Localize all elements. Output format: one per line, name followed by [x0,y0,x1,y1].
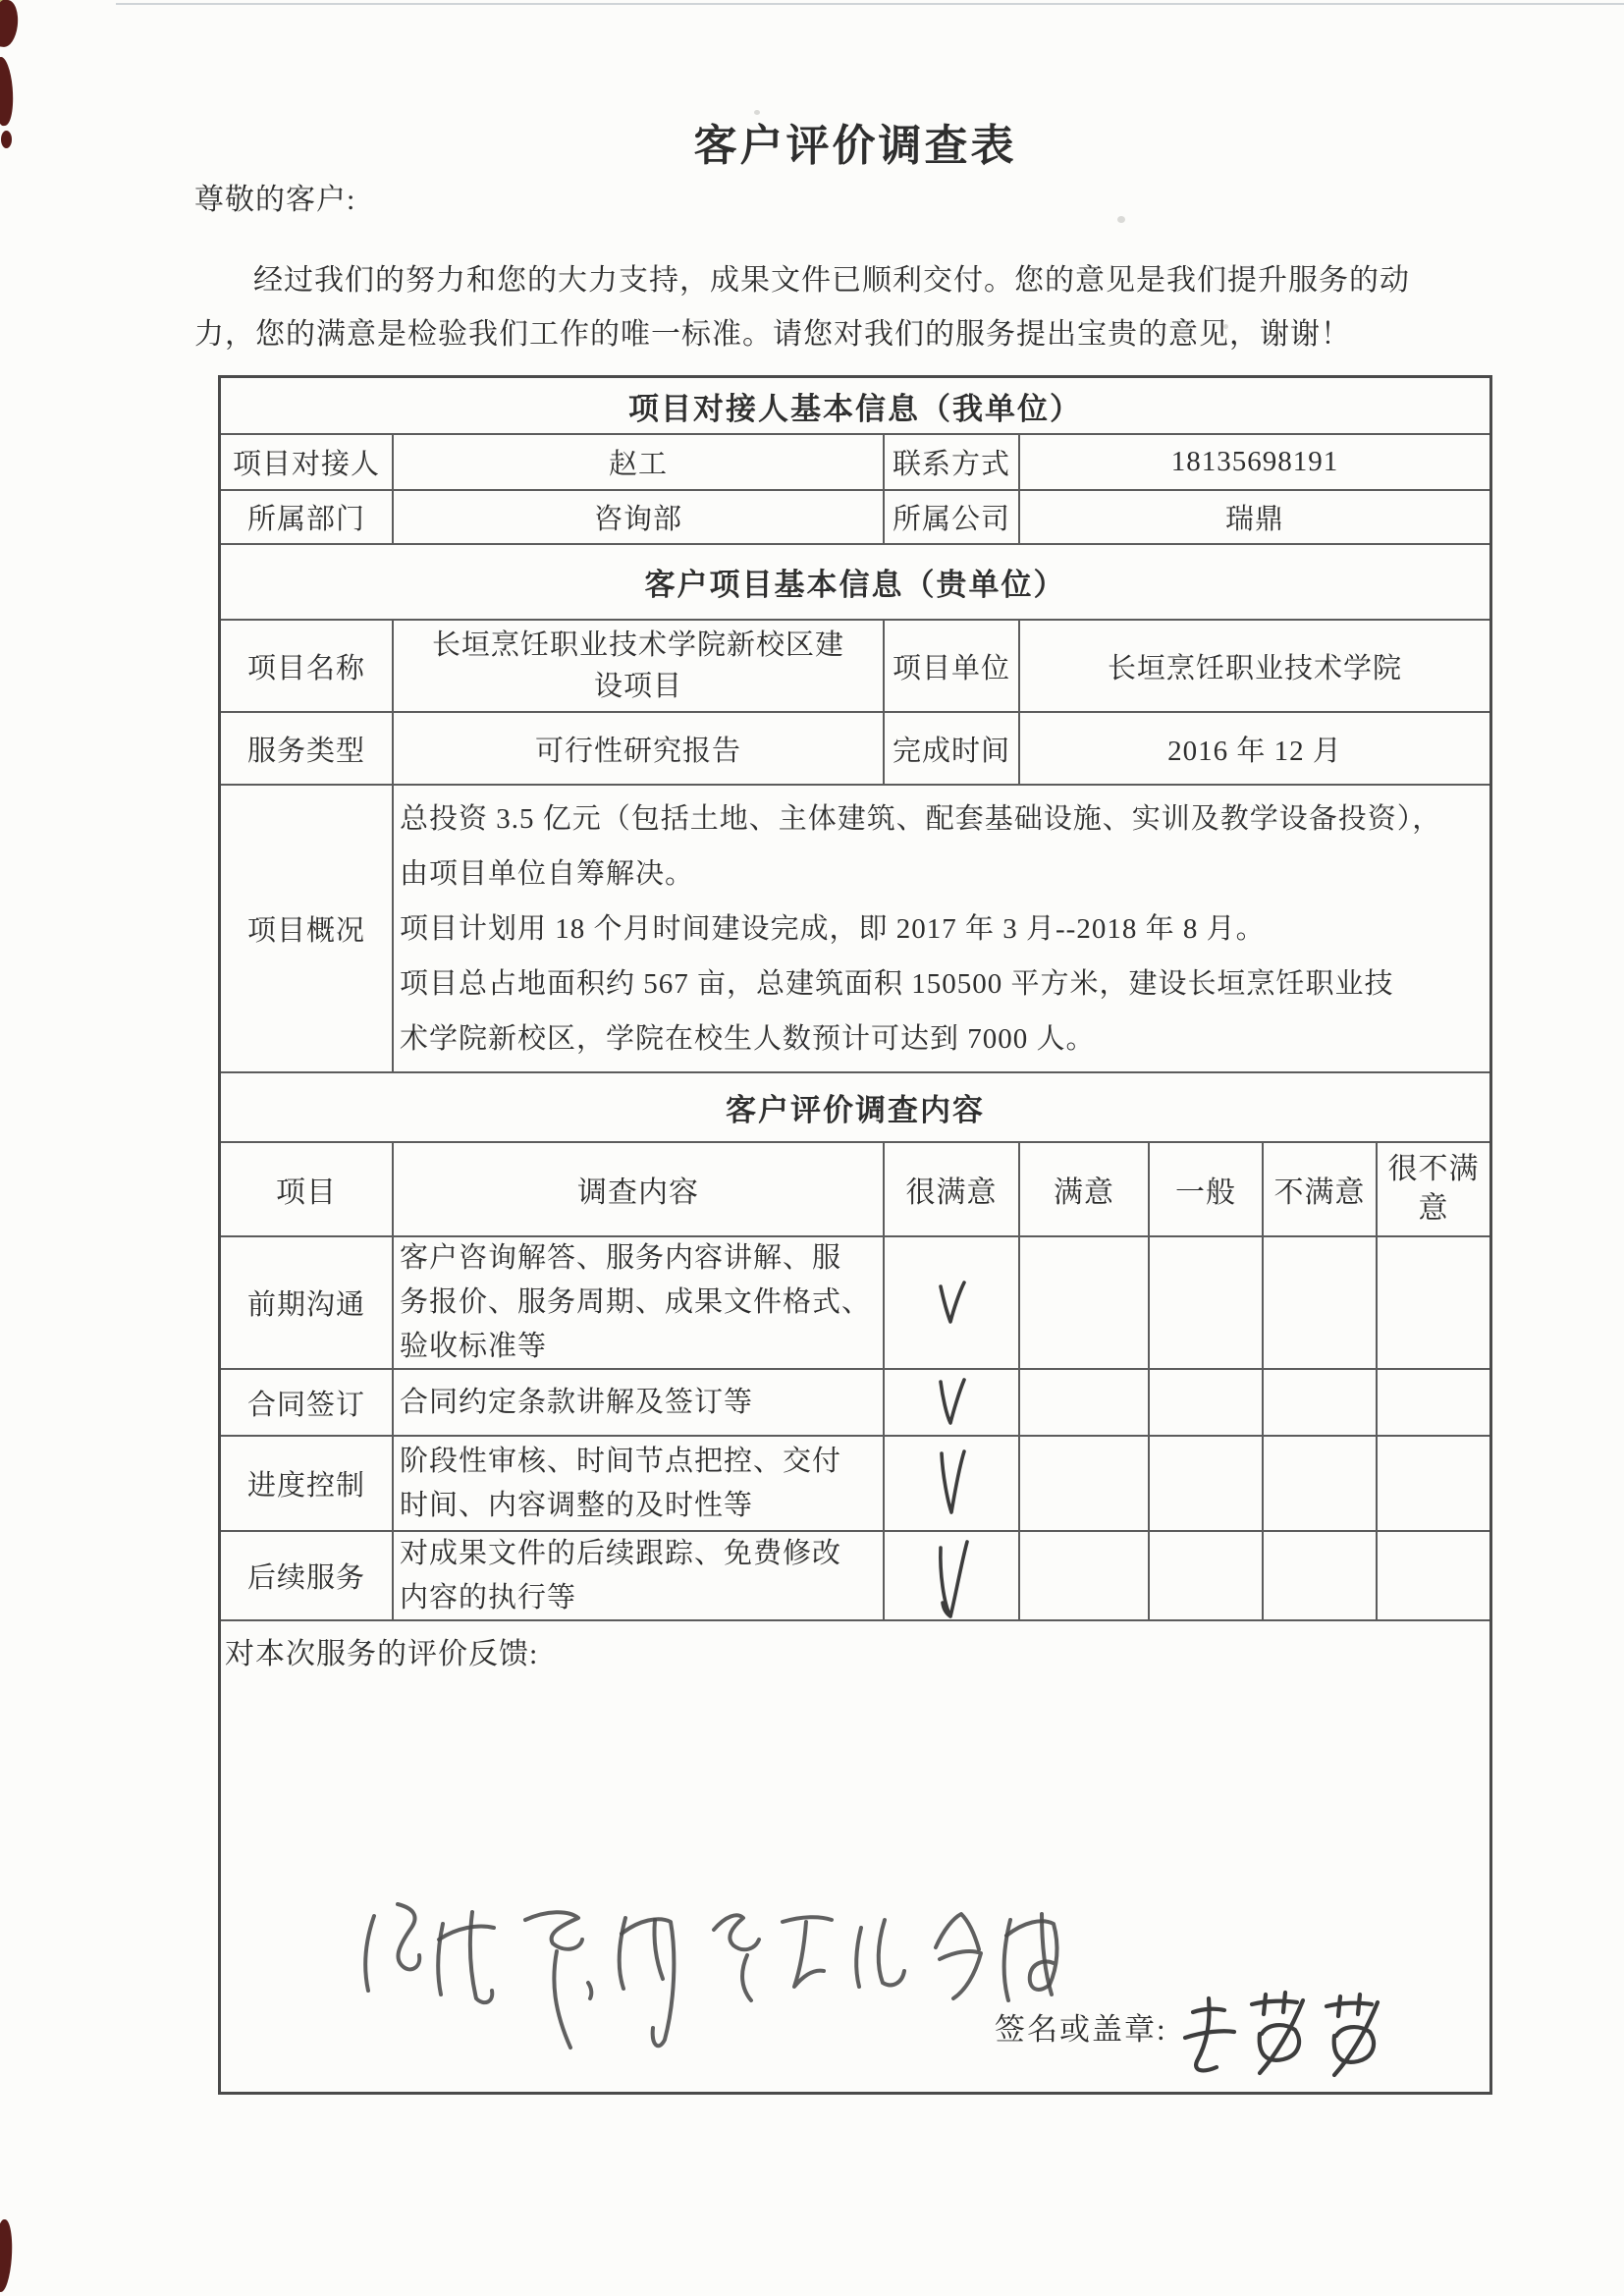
rating-cell-very-unsatisfied [1376,1370,1489,1435]
intro-line: 经过我们的努力和您的大力支持，成果文件已顺利交付。您的意见是我们提升服务的动 [253,264,1410,297]
value-contact-person: 赵工 [392,435,883,489]
intro-line: 力，您的满意是检验我们工作的唯一标准。请您对我们的服务提出宝贵的意见，谢谢！ [194,318,1351,351]
section-header-client-unit: 客户项目基本信息（贵单位） [221,543,1489,619]
survey-row-early-communication [221,1235,1489,1368]
column-header-satisfied: 满意 [1018,1143,1148,1235]
rating-cell-very-unsatisfied [1376,1237,1489,1368]
rating-cell-very-satisfied [883,1532,1018,1619]
feedback-label: 对本次服务的评价反馈: [225,1638,539,1670]
content-line: 时间、内容调整的及时性等 [400,1489,754,1521]
survey-item-content [392,1237,883,1368]
content-line: 内容的执行等 [400,1581,577,1613]
content-line: 客户咨询解答、服务内容讲解、服 [400,1242,842,1274]
greeting: 尊敬的客户: [194,184,356,216]
survey-item-content [392,1437,883,1530]
label-contact-person: 项目对接人 [232,449,380,480]
table-row-service-type [221,711,1489,784]
overview-line: 项目计划用 18 个月时间建设完成，即 2017 年 3 月--2018 年 8 月。 [400,912,1266,945]
overview-line: 术学院新校区，学院在校生人数预计可达到 7000 人。 [400,1022,1096,1055]
section-header-our-unit: 项目对接人基本信息（我单位） [628,391,1082,426]
handwritten-checkmark [930,1534,973,1619]
label-department: 所属部门 [246,504,365,535]
handwritten-checkmark [934,1374,969,1431]
rating-cell-neutral [1148,1437,1262,1530]
survey-item-content [392,1370,883,1435]
rating-cell-very-satisfied [883,1437,1018,1530]
handwritten-signature [1173,1983,1399,2091]
rating-cell-neutral [1148,1237,1262,1368]
label-project-name: 项目名称 [246,652,365,684]
label-project-overview: 项目概况 [246,915,365,947]
survey-row-followup-service [221,1530,1489,1619]
scan-artifact [0,2218,15,2292]
rating-cell-neutral [1148,1532,1262,1619]
section-header-survey: 客户评价调查内容 [221,1071,1489,1141]
rating-cell-very-satisfied [883,1370,1018,1435]
survey-column-header-row [221,1141,1489,1235]
value-project-unit: 长垣烹饪职业技术学院 [1018,621,1489,711]
scan-artifact [0,56,16,126]
column-header-very-satisfied: 很满意 [883,1143,1018,1235]
label-contact-method: 联系方式 [883,435,1018,489]
value-service-type: 可行性研究报告 [392,713,883,784]
label-company: 所属公司 [883,491,1018,543]
survey-item-label: 进度控制 [246,1470,365,1502]
survey-row-contract-signing [221,1368,1489,1435]
label-service-type: 服务类型 [246,735,365,767]
value-department: 咨询部 [392,491,883,543]
page-title: 客户评价调查表 [693,122,1017,170]
content-line: 阶段性审核、时间节点把控、交付 [400,1445,842,1477]
scan-speck [1117,216,1125,223]
column-header-content: 调查内容 [392,1143,883,1235]
handwritten-checkmark [933,1275,970,1332]
rating-cell-unsatisfied [1262,1532,1376,1619]
scan-artifact [1,131,12,148]
rating-cell-unsatisfied [1262,1437,1376,1530]
content-line: 合同约定条款讲解及签订等 [400,1386,754,1418]
table-row-department [221,489,1489,543]
handwritten-checkmark [934,1446,969,1522]
rating-cell-satisfied [1018,1237,1148,1368]
rating-cell-very-unsatisfied [1376,1532,1489,1619]
scan-edge-line [116,3,1624,5]
project-name-line: 设项目 [593,671,682,702]
table-row-project-overview [221,784,1489,1071]
survey-item-content [392,1532,883,1619]
rating-cell-very-satisfied [883,1237,1018,1368]
value-contact-method: 18135698191 [1018,435,1489,489]
intro-paragraph [194,253,1434,361]
rating-cell-unsatisfied [1262,1370,1376,1435]
survey-item-label: 合同签订 [246,1389,365,1421]
rating-cell-neutral [1148,1370,1262,1435]
feedback-row [221,1619,1489,2092]
survey-form-table [218,375,1492,2095]
column-header-neutral: 一般 [1148,1143,1262,1235]
rating-cell-very-unsatisfied [1376,1437,1489,1530]
rating-cell-satisfied [1018,1532,1148,1619]
survey-item-label: 前期沟通 [246,1289,365,1321]
value-finish-time: 2016 年 12 月 [1018,713,1489,784]
project-name-line: 长垣烹饪职业技术学院新校区建 [431,629,844,661]
overview-line: 由项目单位自筹解决。 [400,857,695,890]
overview-line: 总投资 3.5 亿元（包括土地、主体建筑、配套基础设施、实训及教学设备投资）， [400,802,1442,835]
content-line: 对成果文件的后续跟踪、免费修改 [400,1537,842,1569]
value-company: 瑞鼎 [1018,491,1489,543]
column-header-very-unsatisfied: 很不满意 [1376,1143,1489,1235]
handwritten-feedback [347,1865,1073,2061]
content-line: 务报价、服务周期、成果文件格式、 [400,1286,872,1318]
column-header-unsatisfied: 不满意 [1262,1143,1376,1235]
table-row-project-name [221,619,1489,711]
survey-row-progress-control [221,1435,1489,1530]
table-row-contact [221,433,1489,489]
scan-artifact [0,0,21,48]
value-project-name [392,621,883,711]
column-header-item: 项目 [276,1176,337,1209]
signature-block [995,1983,1399,2091]
content-line: 验收标准等 [400,1331,548,1362]
rating-cell-satisfied [1018,1437,1148,1530]
signature-label: 签名或盖章: [995,2012,1167,2047]
value-project-overview [392,786,1489,1071]
rating-cell-satisfied [1018,1370,1148,1435]
label-project-unit: 项目单位 [883,621,1018,711]
feedback-cell [221,1621,1489,2092]
overview-line: 项目总占地面积约 567 亩，总建筑面积 150500 平方米，建设长垣烹饪职业技 [400,967,1394,1000]
survey-item-label: 后续服务 [246,1562,365,1594]
rating-cell-unsatisfied [1262,1237,1376,1368]
label-finish-time: 完成时间 [883,713,1018,784]
